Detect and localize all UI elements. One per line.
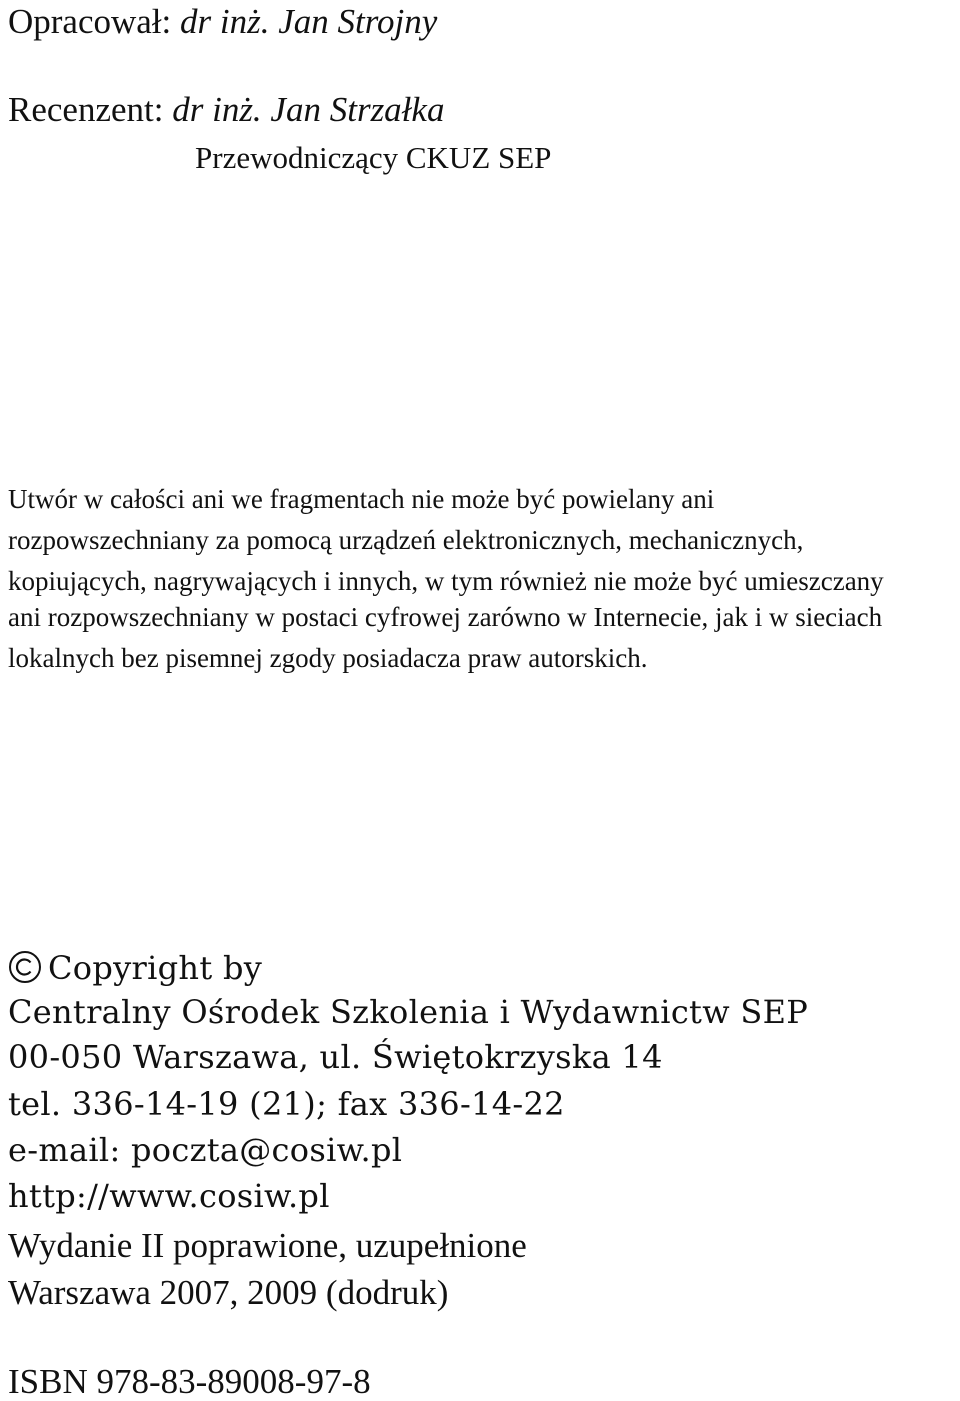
reviewer-line [8,92,444,127]
publisher-email: e-mail: poczta@cosiw.pl [8,1131,403,1169]
notice-line: kopiujących, nagrywających i innych, w tym również nie może być umieszczany [8,566,884,596]
notice-line: ani rozpowszechniany w postaci cyfrowej zarówno w Internecie, jak i w sieciach [8,602,883,632]
author-label: Opracował: [8,2,172,41]
notice-line: Utwór w całości ani we fragmentach nie może być powielany ani [8,484,715,514]
copyright-text: Copyright by [48,949,263,987]
reviewer-name: dr inż. Jan Strzałka [172,90,445,129]
publisher-website: http://www.cosiw.pl [8,1177,330,1215]
notice-line: rozpowszechniany za pomocą urządzeń elektronicznych, mechanicznych, [8,525,804,555]
copyright-icon [8,950,42,984]
isbn: ISBN 978-83-89008-97-8 [8,1362,371,1401]
author-name: dr inż. Jan Strojny [180,2,438,41]
notice-line: lokalnych bez pisemnej zgody posiadacza praw autorskich. [8,643,648,673]
publisher-name: Centralny Ośrodek Szkolenia i Wydawnictw SEP [8,993,809,1031]
publisher-phone: tel. 336-14-19 (21); fax 336-14-22 [8,1085,565,1123]
reviewer-role: Przewodniczący CKUZ SEP [195,140,552,175]
reviewer-label: Recenzent: [8,90,164,129]
copyright-line [8,949,263,987]
publisher-address: 00-050 Warszawa, ul. Świętokrzyska 14 [8,1038,663,1076]
edition-line: Wydanie II poprawione, uzupełnione [8,1226,527,1265]
edition-place-years: Warszawa 2007, 2009 (dodruk) [8,1273,449,1312]
author-line [8,4,437,39]
